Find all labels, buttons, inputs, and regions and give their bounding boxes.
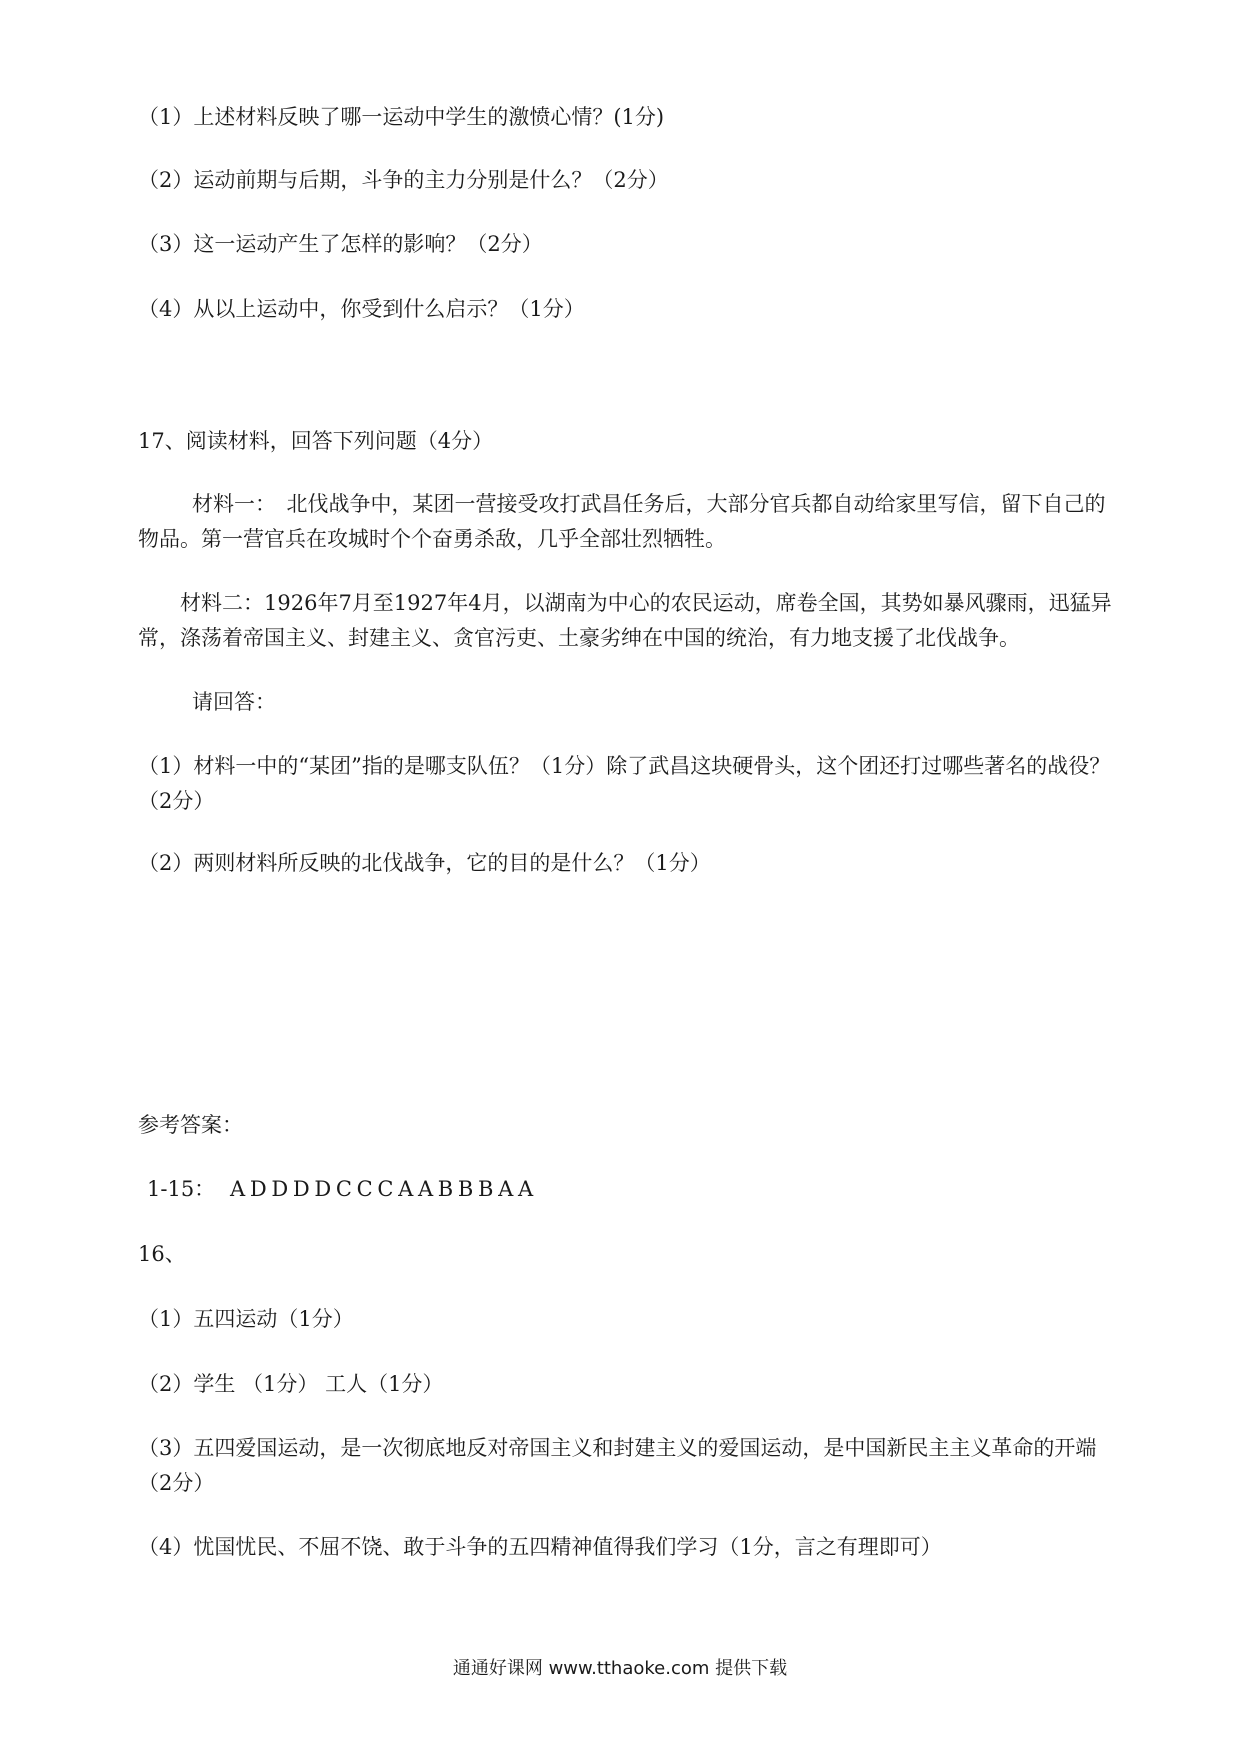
q17-sub-question-1: （1）材料一中的“某团”指的是哪支队伍？（1分）除了武昌这块硬骨头，这个团还打过哪些著名的战役？（2分） bbox=[138, 754, 1111, 813]
q17-sub-question-2: （2）两则材料所反映的北伐战争，它的目的是什么？（1分） bbox=[138, 851, 711, 875]
q16-sub-question-4: （4）从以上运动中，你受到什么启示？（1分） bbox=[138, 297, 585, 321]
q16-sub-question-3: （3）这一运动产生了怎样的影响？（2分） bbox=[138, 232, 543, 256]
q17-material-1: 材料一： 北伐战争中，某团一营接受攻打武昌任务后，大部分官兵都自动给家里写信，留下自己的物品。第一营官兵在攻城时个个奋勇杀敌，几乎全部壮烈牺牲。 bbox=[138, 492, 1106, 551]
q16-answer-4: （4）忧国忧民、不屈不饶、敢于斗争的五四精神值得我们学习（1分，言之有理即可） bbox=[138, 1535, 942, 1559]
q16-sub-question-1: （1）上述材料反映了哪一运动中学生的激愤心情？(1分) bbox=[138, 105, 665, 129]
page-footer: 通通好课网 www.tthaoke.com 提供下载 bbox=[452, 1658, 788, 1679]
answers-heading: 参考答案： bbox=[138, 1113, 243, 1137]
mc-answers-label: 1-15： bbox=[147, 1177, 216, 1201]
q16-answer-label: 16、 bbox=[138, 1242, 186, 1266]
q16-answer-1: （1）五四运动（1分） bbox=[138, 1307, 354, 1331]
q17-prompt: 请回答： bbox=[192, 690, 276, 714]
q17-title: 17、阅读材料，回答下列问题（4分） bbox=[138, 429, 494, 453]
q17-material-2: 材料二：1926年7月至1927年4月，以湖南为中心的农民运动，席卷全国，其势如暴风骤雨，迅猛异常，涤荡着帝国主义、封建主义、贪官污吏、土豪劣绅在中国的统治，有力地支援了北伐战争。 bbox=[138, 591, 1112, 650]
q16-sub-question-2: （2）运动前期与后期，斗争的主力分别是什么？（2分） bbox=[138, 168, 669, 192]
mc-answers: A D D D D C C C A A B B B A A bbox=[230, 1177, 533, 1201]
q16-answer-3: （3）五四爱国运动，是一次彻底地反对帝国主义和封建主义的爱国运动，是中国新民主主义革命的开端（2分） bbox=[138, 1436, 1097, 1495]
q16-answer-2: （2）学生 （1分） 工人（1分） bbox=[138, 1372, 444, 1396]
